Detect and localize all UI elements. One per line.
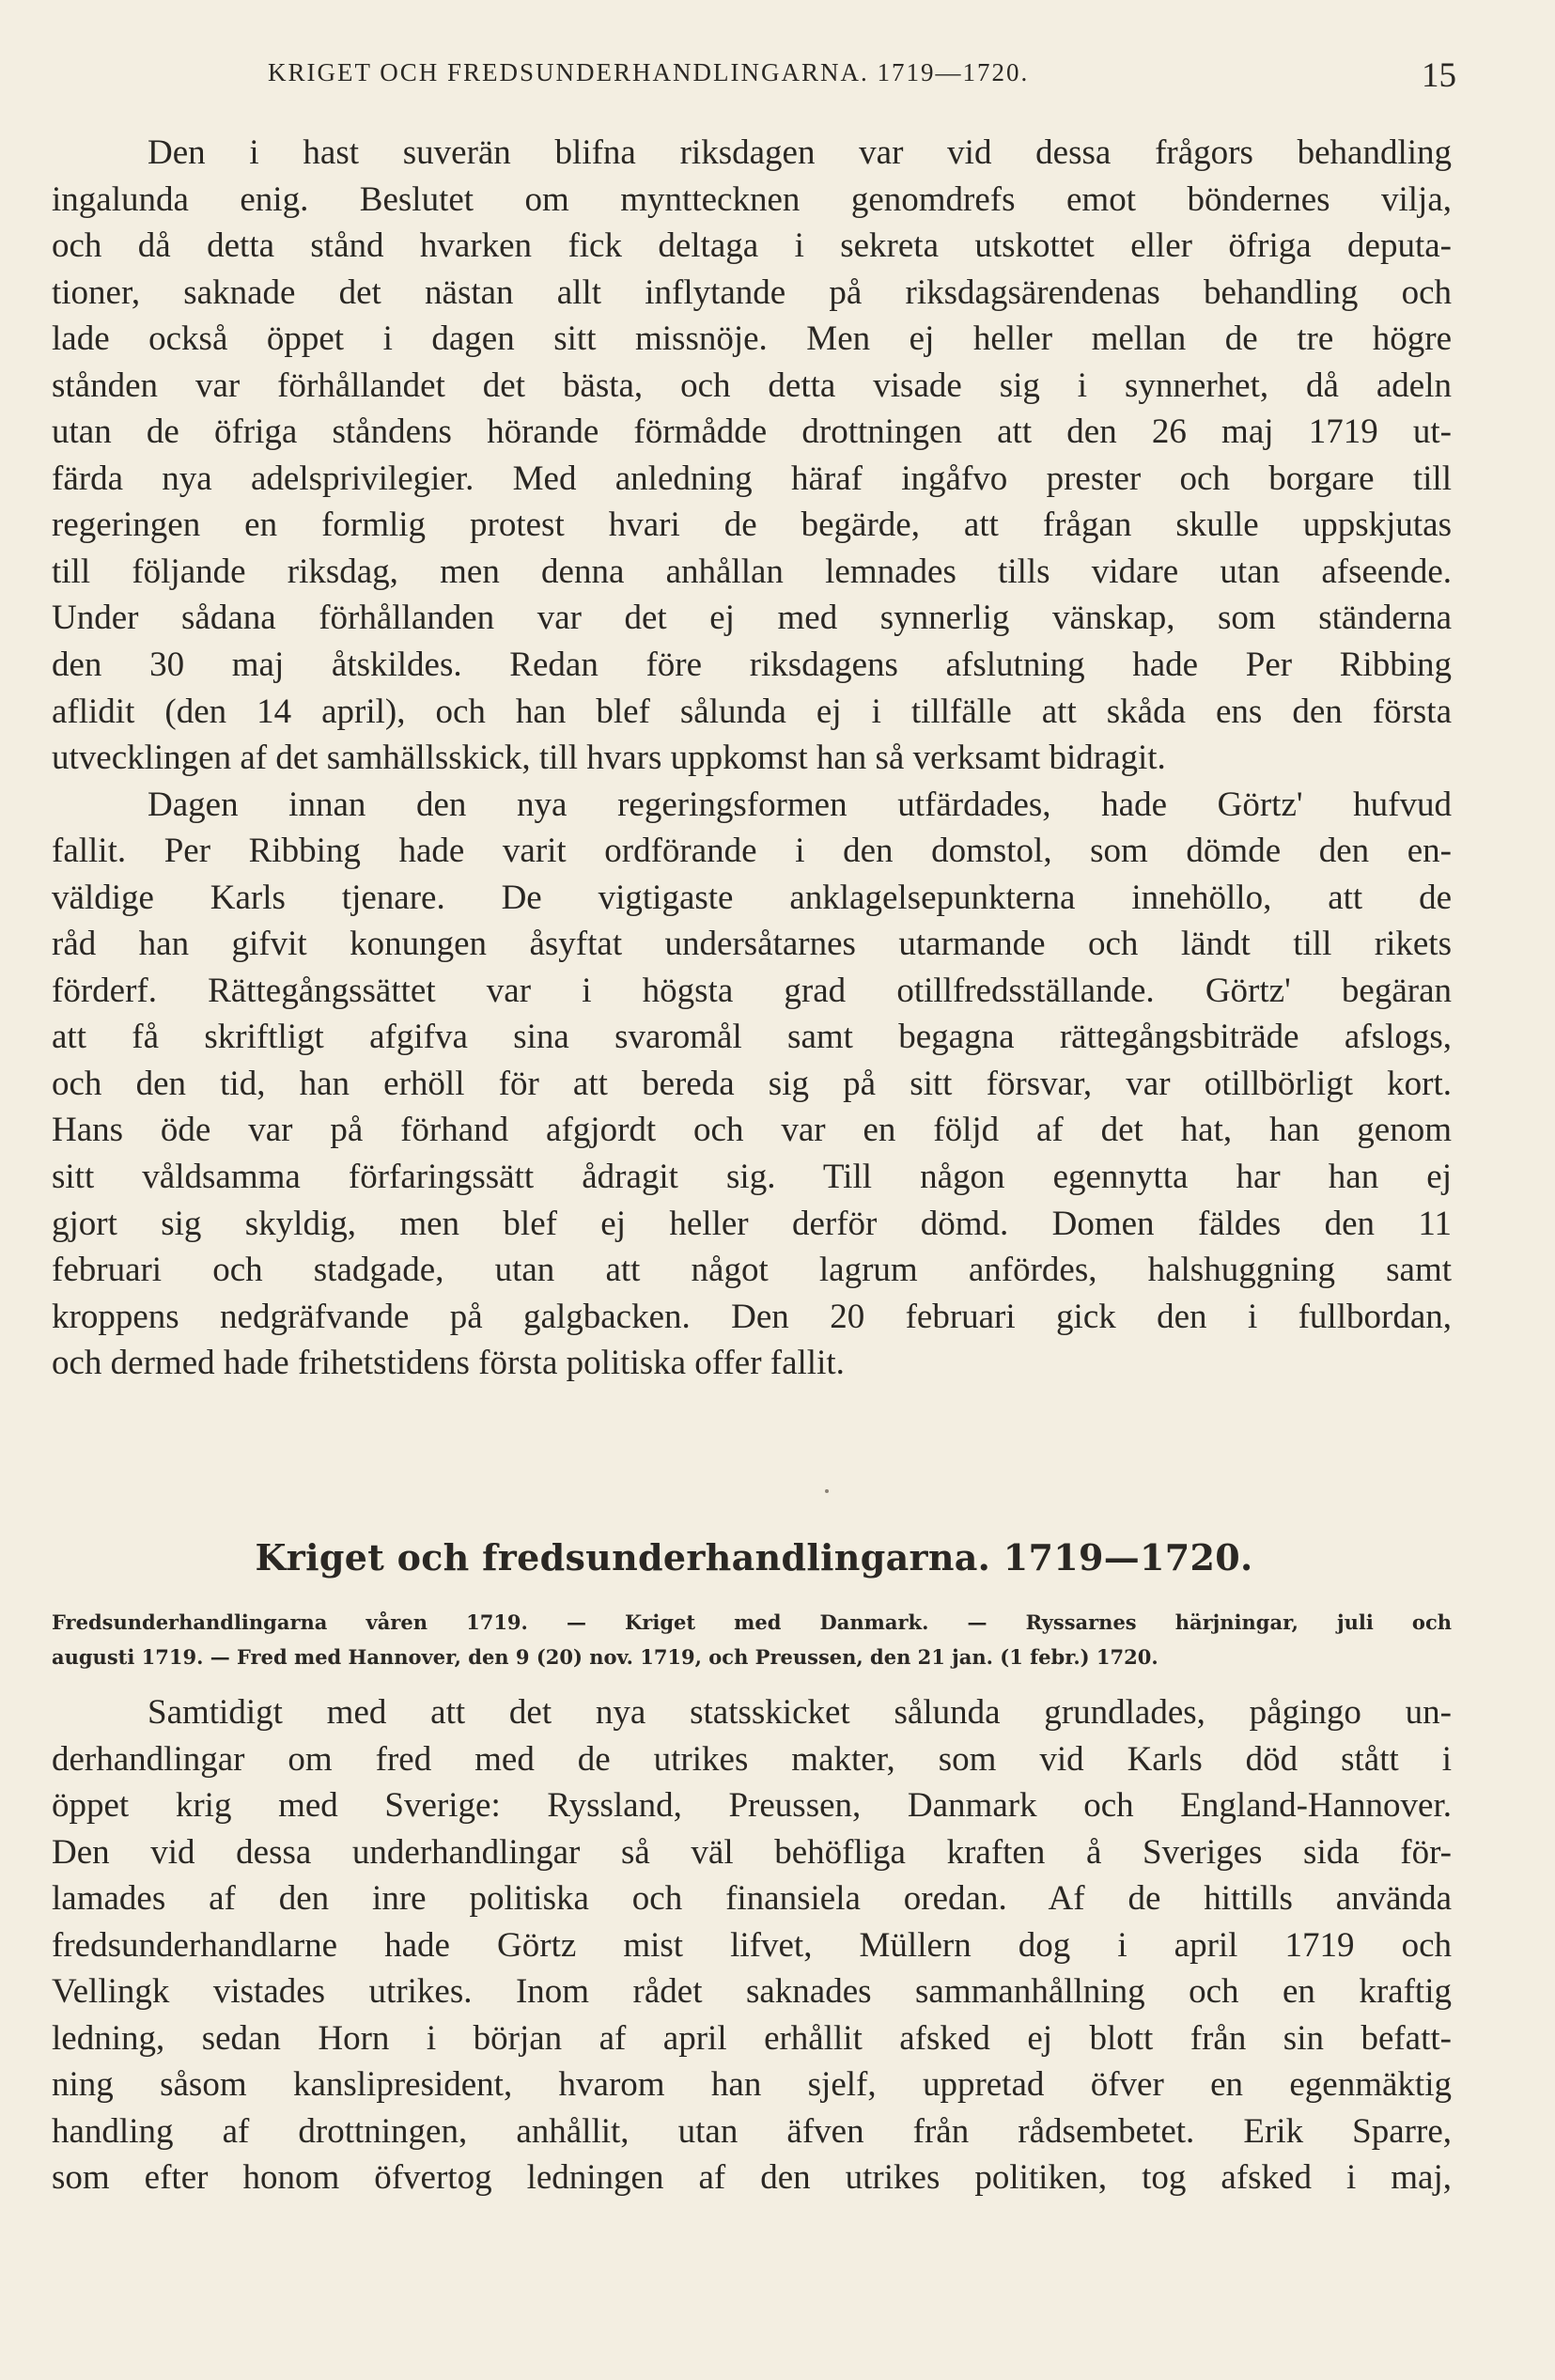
text-line: ning såsom kanslipresident, hvarom han sjelf, uppretad öfver en egenmäktig: [52, 2065, 1452, 2105]
text-line: den 30 maj åtskildes. Redan före riksdagens afslutning hade Per Ribbing: [52, 646, 1452, 685]
text-line: som efter honom öfvertog ledningen af den utrikes politiken, tog afsked i maj,: [52, 2158, 1452, 2198]
section-title: Kriget och fredsunderhandlingarna. 1719—1720.: [255, 1536, 1253, 1579]
text-line: regeringen en formlig protest hvari de begärde, att frågan skulle uppskjutas: [52, 506, 1452, 545]
text-line: Den i hast suverän blifna riksdagen var vid dessa frågors behandling: [148, 133, 1452, 172]
text-line: aflidit (den 14 april), och han blef sålunda ej i tillfälle att skåda ens den första: [52, 692, 1452, 731]
summary-line: augusti 1719. — Fred med Hannover, den 9 (20) nov. 1719, och Preussen, den 21 jan. (1 febr.) 1720.: [52, 1645, 1158, 1669]
text-line: stånden var förhållandet det bästa, och detta visade sig i synnerhet, då adeln: [52, 366, 1452, 405]
section-body-text: [52, 1689, 1452, 2201]
text-line: tioner, saknade det nästan allt inflytande på riksdagsärendenas behandling och: [52, 272, 1452, 312]
body-text: [52, 130, 1452, 1387]
text-line: och dermed hade frihetstidens första politiska offer fallit.: [52, 1344, 845, 1383]
summary-line: Fredsunderhandlingarna våren 1719. — Kriget med Danmark. — Ryssarnes härjningar, juli och: [52, 1610, 1452, 1634]
text-line: kroppens nedgräfvande på galgbacken. Den 20 februari gick den i fullbordan,: [52, 1297, 1452, 1336]
text-line: lamades af den inre politiska och finansiela oredan. Af de hittills använda: [52, 1879, 1452, 1919]
section-summary: [52, 1605, 1452, 1674]
text-line: fallit. Per Ribbing hade varit ordförande i den domstol, som dömde den en-: [52, 832, 1452, 871]
running-title: KRIGET OCH FREDSUNDERHANDLINGARNA. 1719—1720.: [268, 58, 1030, 86]
text-line: färda nya adelsprivilegier. Med anledning häraf ingåfvo prester och borgare till: [52, 459, 1452, 498]
text-line: fredsunderhandlarne hade Görtz mist lifvet, Müllern dog i april 1719 och: [52, 1925, 1452, 1965]
text-line: Hans öde var på förhand afgjordt och var en följd af det hat, han genom: [52, 1111, 1452, 1150]
text-line: Vellingk vistades utrikes. Inom rådet saknades sammanhållning och en kraftig: [52, 1972, 1452, 2012]
page-number: 15: [1422, 56, 1456, 95]
running-head: [52, 58, 1456, 96]
text-line: väldige Karls tjenare. De vigtigaste anklagelsepunkterna innehöllo, att de: [52, 878, 1452, 917]
text-line: och den tid, han erhöll för att bereda sig på sitt försvar, var otillbörligt kort.: [52, 1064, 1452, 1103]
text-line: öppet krig med Sverige: Ryssland, Preussen, Danmark och England-Hannover.: [52, 1786, 1452, 1826]
text-line: Samtidigt med att det nya statsskicket sålunda grundlades, pågingo un-: [148, 1693, 1452, 1732]
text-line: Dagen innan den nya regeringsformen utfärdades, hade Görtz' hufvud: [148, 785, 1452, 824]
text-line: lade också öppet i dagen sitt missnöje. Men ej heller mellan de tre högre: [52, 319, 1452, 359]
text-line: ledning, sedan Horn i början af april erhållit afsked ej blott från sin befatt-: [52, 2018, 1452, 2058]
print-speck: [825, 1489, 829, 1493]
text-line: till följande riksdag, men denna anhållan lemnades tills vidare utan afseende.: [52, 552, 1452, 591]
text-line: sitt våldsamma förfaringssätt ådragit sig. Till någon egennytta har han ej: [52, 1158, 1452, 1197]
text-line: gjort sig skyldig, men blef ej heller derför dömd. Domen fäldes den 11: [52, 1204, 1452, 1243]
text-line: Under sådana förhållanden var det ej med synnerlig vänskap, som ständerna: [52, 599, 1452, 638]
text-line: utvecklingen af det samhällsskick, till hvars uppkomst han så verksamt bidragit.: [52, 739, 1166, 778]
text-line: utan de öfriga ståndens hörande förmådde drottningen att den 26 maj 1719 ut-: [52, 412, 1452, 452]
text-line: handling af drottningen, anhållit, utan äfven från rådsembetet. Erik Sparre,: [52, 2111, 1452, 2151]
text-line: råd han gifvit konungen åsyftat undersåtarnes utarmande och ländt till rikets: [52, 925, 1452, 964]
text-line: att få skriftligt afgifva sina svaromål samt begagna rättegångsbiträde afslogs,: [52, 1018, 1452, 1057]
text-line: Den vid dessa underhandlingar så väl behöfliga kraften å Sveriges sida för-: [52, 1832, 1452, 1872]
text-line: februari och stadgade, utan att något lagrum anfördes, halshuggning samt: [52, 1251, 1452, 1290]
text-line: ingalunda enig. Beslutet om mynttecknen genomdrefs emot böndernes vilja,: [52, 179, 1452, 219]
text-line: och då detta stånd hvarken fick deltaga i sekreta utskottet eller öfriga deputa-: [52, 226, 1452, 266]
text-line: derhandlingar om fred med de utrikes makter, som vid Karls död stått i: [52, 1739, 1452, 1779]
text-line: förderf. Rättegångssättet var i högsta grad otillfredsställande. Görtz' begäran: [52, 971, 1452, 1010]
